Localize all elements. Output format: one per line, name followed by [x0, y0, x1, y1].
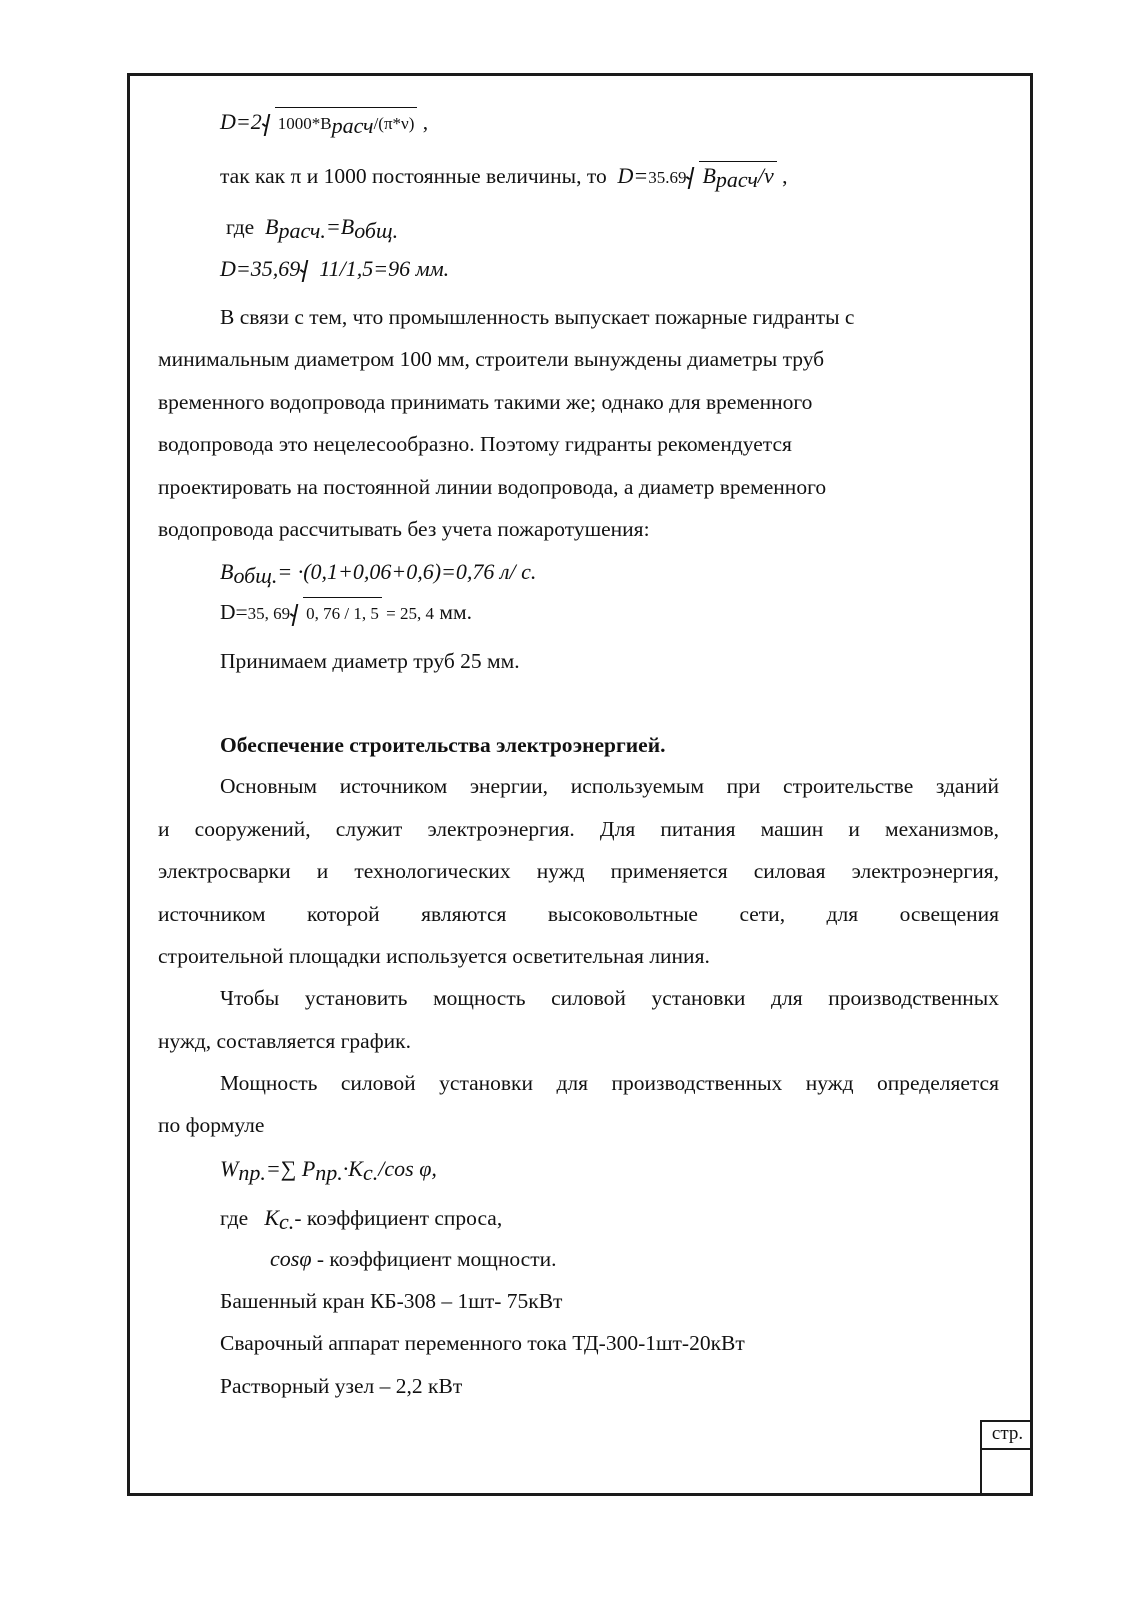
subscript: пр. — [238, 1160, 266, 1185]
formula-simplified — [220, 165, 788, 191]
page-label: стр. — [991, 1423, 1024, 1444]
formula-lhs: D=35,69 — [220, 256, 301, 281]
variable: B — [702, 163, 716, 188]
page-number-box — [980, 1420, 1033, 1496]
equipment-item: Башенный кран КБ-308 – 1шт- 75кВт — [220, 1289, 563, 1313]
equipment-item: Растворный узел – 2,2 кВт — [220, 1374, 463, 1398]
result: = 25, 4 — [381, 604, 434, 623]
formula-result — [220, 258, 449, 281]
p3-line-1: Чтобы установить мощность силовой установки для производственных — [220, 986, 999, 1010]
formula-diameter-calc — [220, 602, 472, 624]
p1-line-4: водопровода это нецелесообразно. Поэтому гидранты рекомендуется — [158, 432, 792, 456]
formula-lhs: D=2 — [220, 109, 262, 134]
accept-line: Принимаем диаметр труб 25 мм. — [220, 649, 520, 673]
radicand: 1000*B — [277, 114, 332, 133]
subscript: расч — [331, 113, 374, 138]
sum-term: =∑ P — [265, 1156, 316, 1181]
p1-line-6: водопровода рассчитывать без учета пожаротушения: — [158, 517, 650, 541]
variable: W — [220, 1156, 239, 1181]
where-demand — [220, 1207, 502, 1233]
result: =96 мм. — [373, 256, 450, 281]
where-word: где — [220, 1206, 249, 1230]
subscript: общ. — [354, 218, 399, 243]
radicand-tail: /(π*ν) — [373, 114, 415, 133]
subscript: с. — [362, 1160, 379, 1185]
sqrt-sign — [686, 165, 776, 191]
where-word: где — [226, 215, 255, 239]
variable: B — [220, 559, 234, 584]
definition: - коэффициент спроса, — [294, 1206, 503, 1230]
p2-line-2: и сооружений, служит электроэнергия. Для питания машин и механизмов, — [158, 817, 999, 841]
p4-line-2: по формуле — [158, 1113, 265, 1137]
variable: ·K — [342, 1156, 363, 1181]
p2-line-5: строительной площадки используется осветительная линия. — [158, 944, 710, 968]
unit: мм. — [439, 600, 472, 624]
subscript: общ. — [233, 563, 278, 588]
radicand-tail: /ν — [757, 163, 774, 188]
p1-line-1: В связи с тем, что промышленность выпускает пожарные гидранты с — [220, 305, 855, 329]
subscript: с. — [279, 1209, 295, 1234]
equipment-item: Сварочный аппарат переменного тока ТД-300-1шт-20кВт — [220, 1331, 745, 1355]
formula-lhs: D= — [617, 163, 649, 188]
variable: B — [264, 214, 279, 239]
equals: =B — [325, 214, 355, 239]
definition: - коэффициент мощности. — [311, 1247, 557, 1271]
subscript: расч — [715, 167, 758, 192]
p2-line-3: электросварки и технологических нужд применяется силовая электроэнергия, — [158, 859, 999, 883]
coefficient: 35.69 — [648, 168, 687, 187]
subscript: пр. — [315, 1160, 343, 1185]
variable: cosφ — [270, 1246, 312, 1271]
variable: K — [264, 1205, 280, 1230]
radicand: 0, 76 / 1, 5 — [306, 604, 379, 623]
formula-rhs: = ·(0,1+0,06+0,6)=0,76 л/ с. — [277, 559, 537, 584]
p1-line-5: проектировать на постоянной линии водопровода, а диаметр временного — [158, 475, 827, 499]
sqrt-sign — [290, 602, 382, 624]
formula-tail: /cos φ, — [378, 1156, 437, 1181]
where-power-factor — [270, 1248, 556, 1271]
p1-line-3: временного водопровода принимать такими же; однако для временного — [158, 390, 813, 414]
formula-prefix: так как π и 1000 постоянные величины, то — [220, 164, 607, 188]
formula-lhs: D= — [220, 600, 248, 624]
formula-power — [220, 1158, 437, 1184]
p2-line-4: источником которой являются высоковольтные сети, для освещения — [158, 902, 999, 926]
coefficient: 35, 69 — [247, 604, 291, 623]
sqrt-sign — [300, 258, 373, 281]
p3-line-2: нужд, составляется график. — [158, 1029, 411, 1053]
formula-where — [226, 216, 398, 242]
section-heading: Обеспечение строительства электроэнергией. — [220, 733, 666, 757]
p1-line-2: минимальным диаметром 100 мм, строители вынуждены диаметры труб — [158, 347, 825, 371]
subscript: расч. — [278, 218, 326, 243]
punct: , — [776, 164, 788, 188]
punct: , — [417, 110, 429, 134]
formula-diameter — [220, 111, 428, 137]
page-box-divider — [982, 1448, 1033, 1450]
sqrt-sign — [262, 112, 418, 137]
formula-total-flow — [220, 561, 536, 587]
p2-line-1: Основным источником энергии, используемым при строительстве зданий — [220, 774, 999, 798]
radicand: 11/1,5 — [319, 256, 374, 281]
p4-line-1: Мощность силовой установки для производственных нужд определяется — [220, 1071, 999, 1095]
